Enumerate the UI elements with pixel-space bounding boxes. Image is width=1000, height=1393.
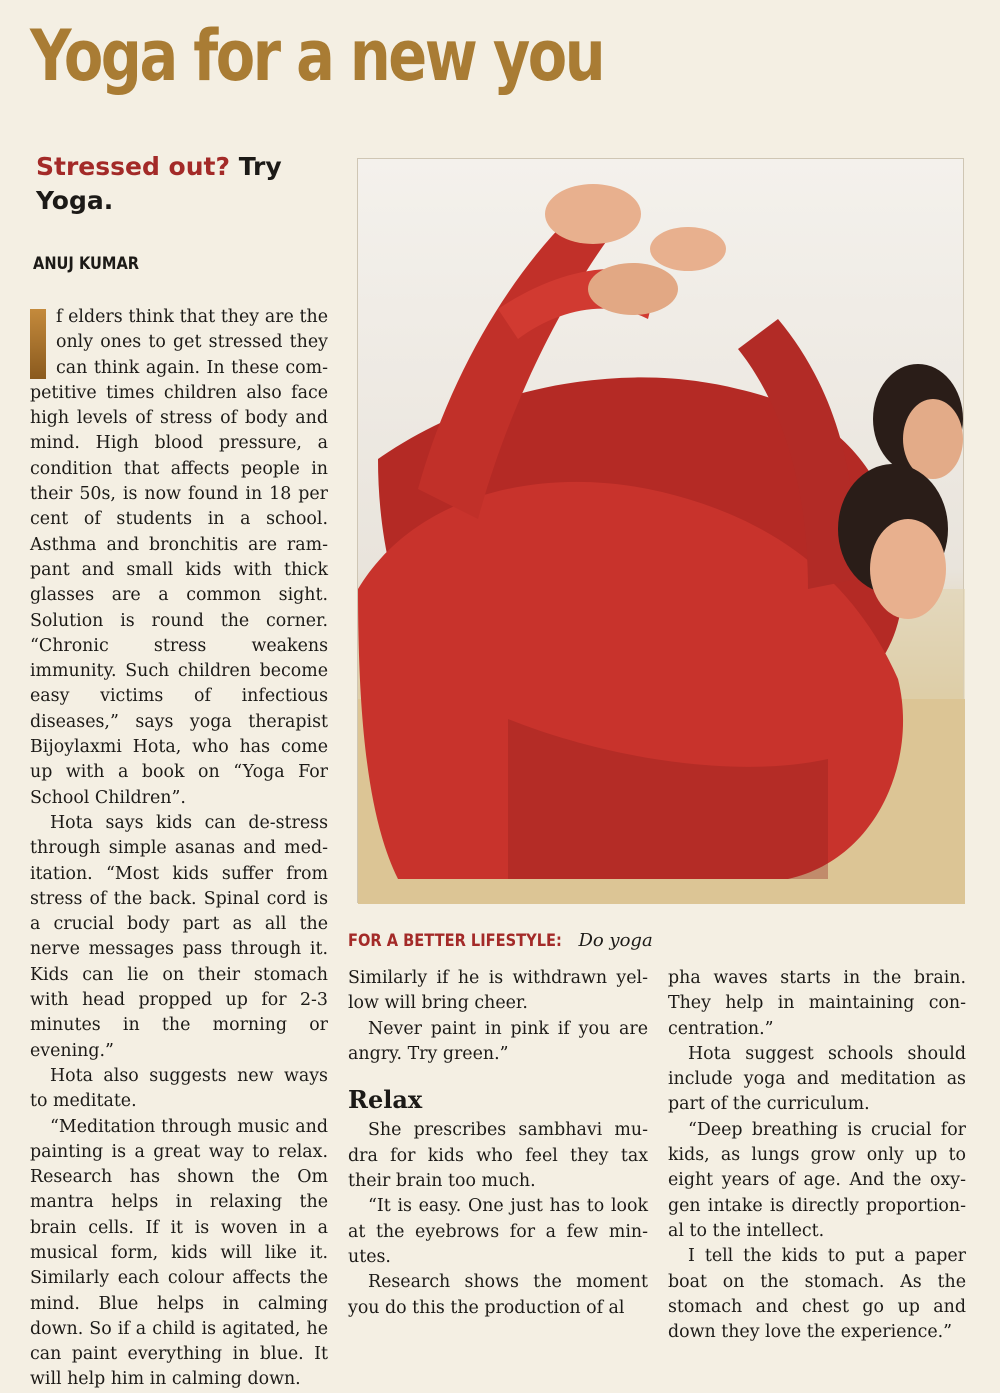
lead-text: f elders think that they are the only ones to get stressed they can think again. In these competitive times children also face high levels of stress of body and mind. High blood pressure, a condition that affects people in their 50s, is now found in 18 per cent of students in a school. Asthma and bronchitis are rampant and small kids with thick glasses are a common sight. Solution is round the corner. “Chronic stress weakens immunity. Such children become easy victims of infectious diseases,” says yoga therapist Bijoylaxmi Hota, who has come up with a book on “Yoga For School Children”. (30, 307, 328, 808)
column-2 (348, 966, 648, 1321)
paragraph: pha waves starts in the brain. They help in maintaining concentration.” (668, 968, 966, 1039)
deck-highlight: Stressed out? (36, 152, 230, 181)
column-1 (30, 305, 328, 1393)
hands-clasped (545, 184, 641, 244)
yoga-photo (357, 158, 964, 903)
caption-label: FOR A BETTER LIFESTYLE: (348, 931, 562, 951)
headline: Yoga for a new you (30, 15, 604, 97)
lead-paragraph (30, 305, 328, 811)
feet-clasped (588, 263, 678, 315)
hands-back (650, 227, 726, 271)
bleed-through-text (560, 28, 980, 138)
yoga-photo-illustration (358, 159, 965, 904)
paragraph: She prescribes sambhavi mudra for kids who feel they tax their brain too much. (348, 1120, 648, 1192)
back-face (903, 399, 963, 479)
front-face (870, 519, 946, 619)
column-3 (668, 966, 966, 1345)
paragraph: Hota suggest schools should include yoga and meditation as part of the curriculum. (668, 1043, 966, 1115)
paragraph: “Meditation through music and painting is a great way to relax. Research has shown the Om mantra helps in relaxing the brain cells. If it is woven in a musical form, kids will like it. Similarly each colour affects the mind. Blue helps in calming down. So if a child is agitated, he can paint everything in blue. It will help him in calming down. (30, 1116, 328, 1390)
subhead: Relax (348, 1085, 423, 1115)
photo-caption (348, 930, 653, 951)
paragraph: I tell the kids to put a paper boat on the stomach. As the stomach and chest go up and down they love the experience.” (668, 1246, 966, 1343)
deck (36, 150, 336, 218)
paragraph: “Deep breathing is crucial for kids, as lungs grow only up to eight years of age. And the oxygen intake is directly proportional to the intellect. (668, 1119, 966, 1241)
byline: ANUJ KUMAR (33, 254, 140, 274)
deck-rest: Try Yoga. (36, 152, 282, 215)
paragraph: Research shows the moment you do this the production of al (348, 1272, 648, 1318)
paragraph: Similarly if he is withdrawn yellow will bring cheer. (348, 968, 648, 1014)
paragraph: Hota also suggests new ways to meditate. (30, 1065, 328, 1112)
caption-text: Do yoga (578, 930, 653, 951)
drop-cap (30, 309, 46, 379)
paragraph: Never paint in pink if you are angry. Try green.” (348, 1018, 648, 1064)
paragraph: “It is easy. One just has to look at the eyebrows for a few minutes. (348, 1196, 648, 1267)
paragraph: Hota says kids can de-stress through simple asanas and meditation. “Most kids suffer from stress of the back. Spinal cord is a crucial body part as all the nerve messages pass through it. Kids can lie on their stomach with head propped up for 2-3 minutes in the morning or evening.” (30, 812, 328, 1061)
